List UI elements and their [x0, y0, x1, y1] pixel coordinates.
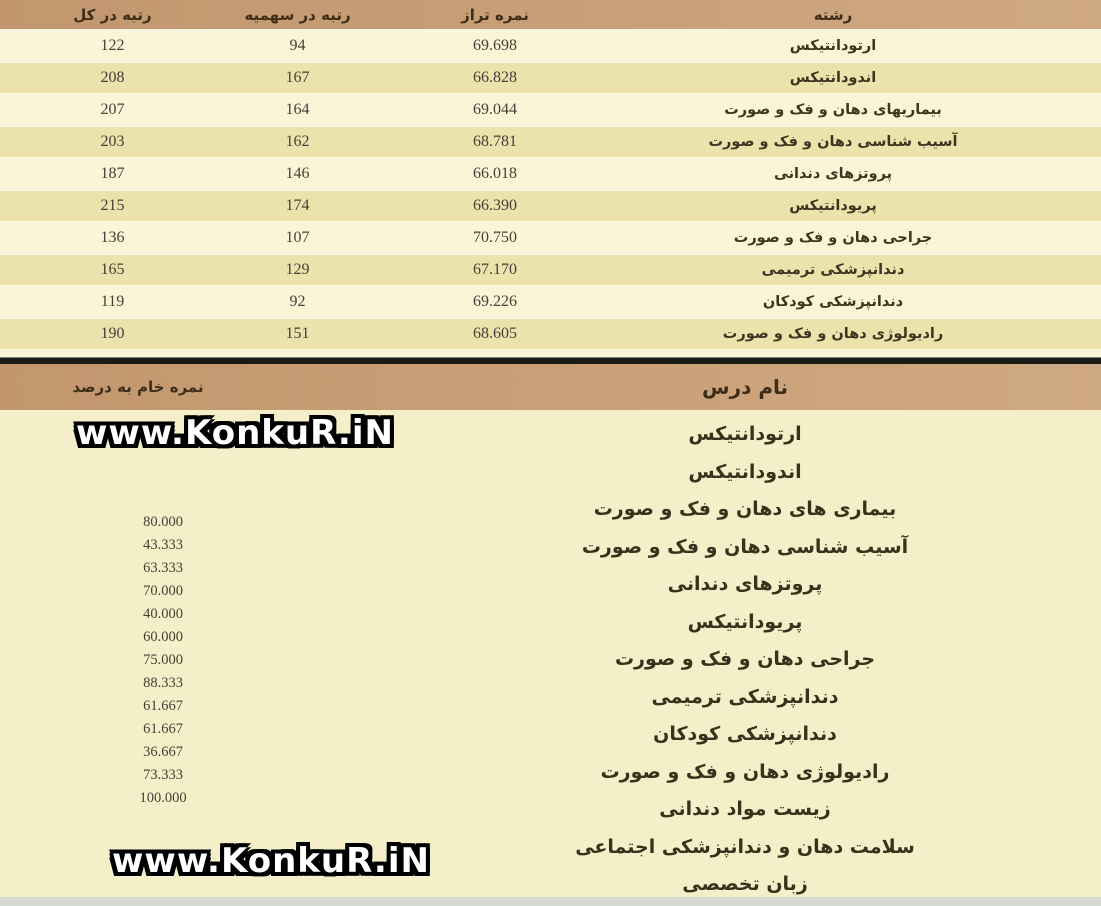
- cell-quota-rank: 151: [285, 325, 310, 342]
- cell-score: 70.750: [473, 229, 517, 246]
- table-row: [0, 189, 1101, 221]
- cell-quota-rank: 107: [285, 229, 310, 246]
- table-row: [0, 221, 1101, 253]
- cell-overall-rank: 190: [100, 325, 125, 342]
- table-row: [0, 93, 1101, 125]
- raw-score-value: 88.333: [143, 675, 183, 691]
- course-name: دندانپزشکی ترمیمی: [651, 685, 839, 708]
- cell-quota-rank: 92: [289, 293, 306, 310]
- column-header-raw-score: نمره خام به درصد: [72, 378, 204, 396]
- cell-overall-rank: 122: [100, 37, 125, 54]
- cell-score: 68.605: [473, 325, 517, 342]
- cell-field: ارتودانتیکس: [789, 38, 877, 54]
- column-header-score: نمره تراز: [461, 5, 529, 24]
- cell-overall-rank: 208: [100, 69, 125, 86]
- raw-score-value: 80.000: [143, 514, 183, 530]
- cell-quota-rank: 174: [285, 197, 310, 214]
- cell-quota-rank: 129: [285, 261, 310, 278]
- course-name: زبان تخصصی: [682, 873, 808, 895]
- column-header-overall-rank: رتبه در کل: [73, 5, 152, 24]
- raw-score-value: 75.000: [143, 652, 183, 668]
- raw-score-value: 100.000: [139, 790, 187, 806]
- watermark: www.KonkuR.iN: [112, 841, 430, 881]
- raw-score-value: 70.000: [143, 583, 183, 599]
- cell-field: آسیب شناسی دهان و فک و صورت: [708, 134, 958, 150]
- table-row: [0, 253, 1101, 285]
- raw-score-value: 73.333: [143, 767, 183, 783]
- course-name: سلامت دهان و دندانپزشکی اجتماعی: [575, 835, 915, 858]
- cell-overall-rank: 119: [100, 293, 125, 310]
- raw-score-list: [118, 511, 208, 810]
- cell-score: 68.781: [473, 133, 517, 150]
- cell-field: جراحی دهان و فک و صورت: [733, 230, 933, 246]
- cell-score: 69.044: [473, 101, 517, 118]
- raw-score-value: 63.333: [143, 560, 183, 576]
- cell-score: 66.828: [473, 69, 517, 86]
- cell-field: اندودانتیکس: [789, 70, 877, 86]
- courses-table-header: [0, 364, 1101, 410]
- course-name: جراحی دهان و فک و صورت: [614, 648, 876, 670]
- cell-quota-rank: 146: [285, 165, 310, 182]
- course-name: اندودانتیکس: [688, 460, 802, 483]
- cell-overall-rank: 215: [100, 197, 125, 214]
- cell-field: دندانپزشکی ترمیمی: [761, 262, 905, 278]
- raw-score-value: 43.333: [143, 537, 183, 553]
- ranking-table-header: [0, 0, 1101, 29]
- cell-field: پروتزهای دندانی: [773, 166, 893, 182]
- cell-overall-rank: 187: [100, 165, 125, 182]
- course-name: زیست مواد دندانی: [659, 798, 831, 820]
- course-name: ارتودانتیکس: [688, 423, 802, 445]
- course-name: پریودانتیکس: [687, 610, 803, 633]
- raw-score-value: 40.000: [143, 606, 183, 622]
- table-row: [0, 285, 1101, 317]
- column-header-course: نام درس: [701, 375, 788, 399]
- cell-overall-rank: 165: [100, 261, 125, 278]
- raw-score-value: 36.667: [143, 744, 183, 760]
- column-header-quota-rank: رتبه در سهمیه: [244, 5, 351, 24]
- course-name-list: [490, 416, 1000, 904]
- course-name: دندانپزشکی کودکان: [653, 723, 837, 745]
- table-row: [0, 61, 1101, 93]
- cell-overall-rank: 136: [100, 229, 125, 246]
- cell-field: دندانپزشکی کودکان: [762, 294, 904, 310]
- table-row: [0, 317, 1101, 349]
- bottom-strip: [0, 897, 1101, 906]
- cell-score: 69.698: [473, 37, 517, 54]
- table-footer-strip: [0, 349, 1101, 357]
- table-row: [0, 125, 1101, 157]
- cell-score: 67.170: [473, 261, 517, 278]
- course-name: بیماری های دهان و فک و صورت: [593, 498, 897, 520]
- cell-overall-rank: 207: [100, 101, 125, 118]
- course-name: رادیولوژی دهان و فک و صورت: [600, 760, 890, 783]
- cell-quota-rank: 94: [289, 37, 306, 54]
- column-header-field: رشته: [813, 5, 853, 24]
- cell-score: 69.226: [473, 293, 517, 310]
- raw-score-value: 61.667: [143, 698, 183, 714]
- raw-score-value: 60.000: [143, 629, 183, 645]
- cell-quota-rank: 162: [285, 133, 310, 150]
- courses-section: [0, 410, 1101, 897]
- course-name: پروتزهای دندانی: [667, 573, 823, 595]
- cell-field: رادیولوژی دهان و فک و صورت: [722, 326, 944, 342]
- raw-score-value: 61.667: [143, 721, 183, 737]
- cell-quota-rank: 164: [285, 101, 310, 118]
- cell-score: 66.018: [473, 165, 517, 182]
- cell-field: پریودانتیکس: [789, 198, 877, 214]
- cell-score: 66.390: [473, 197, 517, 214]
- cell-overall-rank: 203: [100, 133, 125, 150]
- table-row: [0, 157, 1101, 189]
- watermark: www.KonkuR.iN: [76, 413, 394, 453]
- cell-field: بیماریهای دهان و فک و صورت: [724, 102, 942, 118]
- cell-quota-rank: 167: [285, 69, 310, 86]
- ranking-table: [0, 0, 1101, 357]
- section-divider: [0, 357, 1101, 364]
- course-name: آسیب شناسی دهان و فک و صورت: [581, 535, 909, 558]
- table-row: [0, 29, 1101, 61]
